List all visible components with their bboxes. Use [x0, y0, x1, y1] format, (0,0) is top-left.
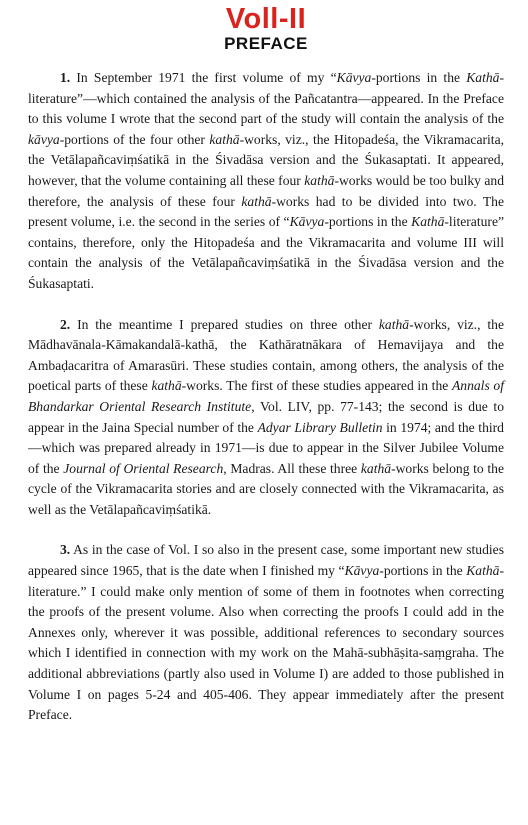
italic-term: kathā — [378, 316, 410, 332]
italic-term: Kathā — [411, 214, 445, 230]
preface-paragraph-3 — [28, 540, 504, 725]
italic-term: Journal of Oriental Research — [63, 460, 224, 476]
preface-paragraph-1 — [28, 68, 504, 295]
paragraph-text: -works had to be divided into two. The present volume, i.e. the second in the series of “ — [28, 193, 504, 230]
volume-title: Voll-II — [225, 3, 307, 35]
paragraph-text: in 1974; and the third—which was prepared already in 1971—is due to appear in the Silver Jubilee Volume of the — [28, 419, 504, 476]
paragraph-text: In the meantime I prepared studies on three other — [70, 316, 379, 332]
italic-term: Kathā — [466, 70, 500, 85]
paragraph-text: -portions in the — [324, 214, 412, 230]
paragraph-number: 2. — [60, 316, 71, 332]
italic-term: Kathā — [466, 563, 500, 579]
paragraph-text: -literature.” I could make only mention of some of them in footnotes when correcting the proofs of the present volume. Also when correcting the proofs I could add in the Annexes only, wherever it was possible, additional references to secondary sources which I identified in connection with my work on the Mahā-subhāṣita-saṃgraha. The additional abbreviations (partly also used in Volume I) are added to those published in Volume I on pages 5-24 and 405-406. They appear immediately after the present Preface. — [28, 563, 504, 723]
italic-term: kathā — [304, 172, 335, 188]
paragraph-text: -works, viz., the Mādhavānala-Kāmakandalā-kathā, the Kathāratnākara of Hemavijaya and the Ambaḍacaritra of Amarasūri. These studies contain, among others, the analysis of the poetical parts of these — [28, 316, 504, 394]
italic-term: kathā — [360, 460, 392, 476]
italic-term: Kāvya — [344, 563, 380, 579]
paragraph-number: 1. — [60, 70, 71, 85]
paragraph-text: -works, viz., the Hitopadeśa, the Vikramacarita, the Vetālapañcaviṃśatikā in the Śivadāsa version and the Śukasaptati. It appeared, however, that the volume containing all these four — [28, 131, 505, 188]
italic-term: kathā — [241, 193, 272, 209]
italic-term: Kāvya — [336, 70, 372, 85]
paragraph-text: -literature”—which contained the analysis of the Pañcatantra—appeared. In the Preface to this volume I wrote that the second part of the study will contain the analysis of the — [28, 70, 504, 127]
italic-term: kathā — [151, 378, 182, 394]
italic-term: Adyar Library Bulletin — [257, 419, 383, 435]
paragraph-number: 3. — [60, 542, 71, 558]
paragraph-text: , Vol. LIV, pp. 77-143; the second is due to appear in the Jaina Special number of the — [28, 398, 504, 435]
paragraph-text: , Madras. All these three — [223, 460, 361, 476]
paragraph-text: -portions in the — [379, 563, 467, 579]
preface-paragraph-2 — [28, 315, 504, 521]
paragraph-text: -works belong to the cycle of the Vikramacarita stories and are closely connected with the Vikramacarita, as well as the Vetālapañcaviṃśatikā. — [28, 460, 504, 517]
paragraph-text: -portions of the four other — [59, 131, 210, 147]
italic-term: Kāvya — [289, 214, 325, 230]
paragraph-text: -works. The first of these studies appeared in the — [181, 378, 452, 394]
preface-heading: PREFACE — [224, 34, 308, 53]
paragraph-text: -literature” contains, therefore, only the Hitopadeśa and the Vikramacarita and volume III will contain the analysis of the Vetālapañcaviṃśatikā in the Śivadāsa version and the Śukasaptati. — [28, 214, 505, 291]
paragraph-text: -works would be too bulky and therefore, the analysis of these four — [28, 172, 505, 209]
paragraph-text: -portions in the — [371, 70, 467, 85]
italic-term: kathā — [209, 131, 240, 147]
paragraph-text: As in the case of Vol. I so also in the present case, some important new studies appeared since 1965, that is the date when I finished my “ — [28, 542, 504, 579]
italic-term: Annals of Bhandarkar Oriental Research Institute — [28, 378, 504, 414]
paragraph-text: In September 1971 the first volume of my “ — [70, 70, 337, 85]
italic-term: kāvya — [28, 131, 60, 147]
preface-body — [28, 68, 504, 726]
